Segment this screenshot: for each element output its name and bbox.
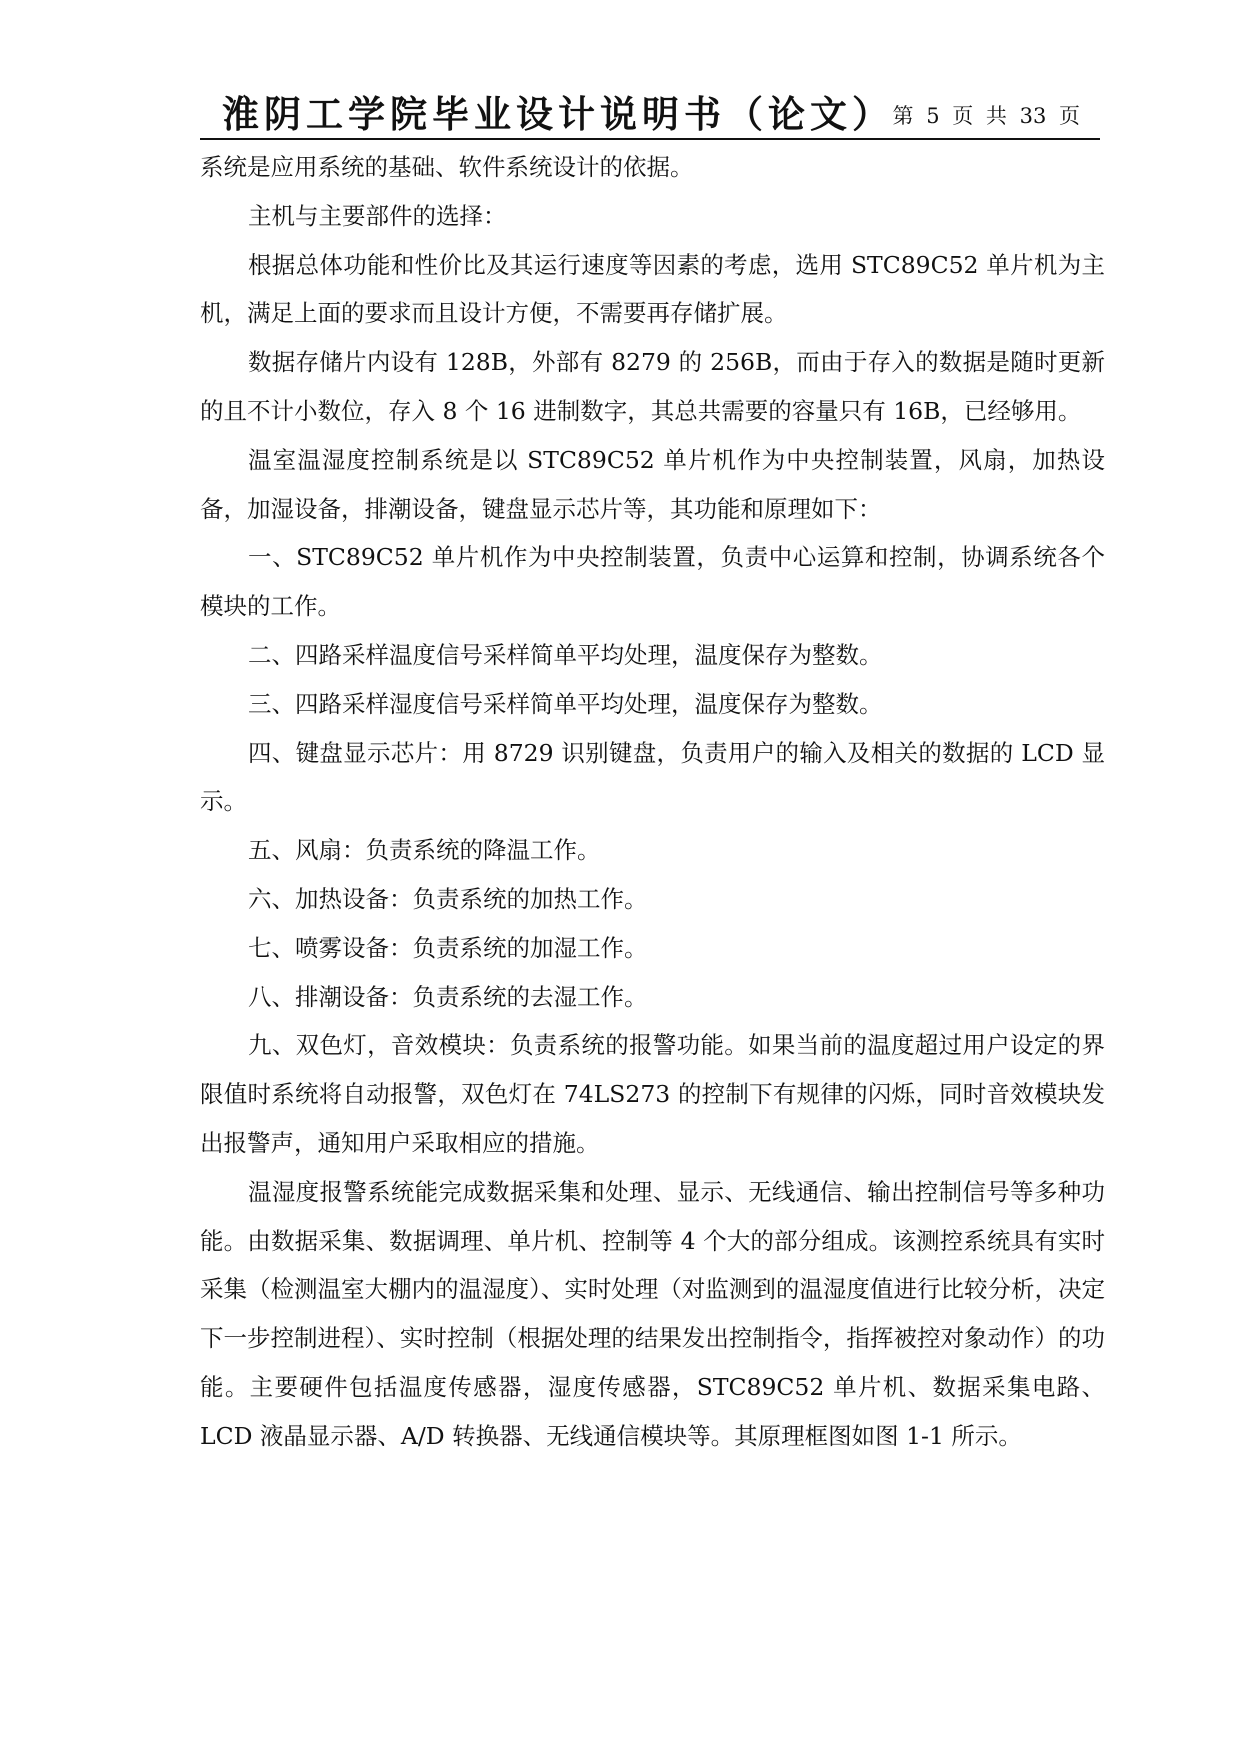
list-item: 六、加热设备：负责系统的加热工作。 (248, 884, 648, 913)
body-text (200, 143, 1105, 1461)
list-item: 七、喷雾设备：负责系统的加湿工作。 (248, 933, 648, 962)
list-item: 九、双色灯，音效模块：负责系统的报警功能。如果当前的温度超过用户设定的界限值时系统将自动报警，双色灯在 74LS273 的控制下有规律的闪烁，同时音效模块发出报警声，通知用户采取相应的措施。 (200, 1031, 1105, 1157)
list-item: 八、排潮设备：负责系统的去湿工作。 (248, 982, 648, 1011)
page-header (200, 84, 1100, 140)
header-divider (200, 138, 1100, 140)
paragraph: 数据存储片内设有 128B，外部有 8279 的 256B，而由于存入的数据是随时更新的且不计小数位，存入 8 个 16 进制数字，其总共需要的容量只有 16B，已经够用。 (200, 348, 1105, 425)
paragraph: 根据总体功能和性价比及其运行速度等因素的考虑，选用 STC89C52 单片机为主机，满足上面的要求而且设计方便，不需要再存储扩展。 (200, 250, 1105, 328)
list-item: 一、STC89C52 单片机作为中央控制装置，负责中心运算和控制，协调系统各个模块的工作。 (200, 543, 1105, 621)
paragraph: 温湿度报警系统能完成数据采集和处理、显示、无线通信、输出控制信号等多种功能。由数据采集、数据调理、单片机、控制等 4 个大的部分组成。该测控系统具有实时采集（检测温室大棚内的温湿度）、实时处理（对监测到的温湿度值进行比较分析，决定下一步控制进程）、实时控制（根据处理的结果发出控制指令，指挥被控对象动作）的功能。主要硬件包括温度传感器，湿度传感器，STC89C52 单片机、数据采集电路、LCD 液晶显示器、A/D 转换器、无线通信模块等。其原理框图如图 1-1 所示。 (200, 1177, 1105, 1450)
list-item: 三、四路采样湿度信号采样简单平均处理，温度保存为整数。 (248, 689, 883, 718)
paragraph: 温室温湿度控制系统是以 STC89C52 单片机作为中央控制装置，风扇，加热设备，加湿设备，排潮设备，键盘显示芯片等，其功能和原理如下： (200, 445, 1105, 523)
list-item: 二、四路采样温度信号采样简单平均处理，温度保存为整数。 (248, 640, 883, 669)
document-title: 淮阴工学院毕业设计说明书（论文） (222, 92, 894, 136)
paragraph: 主机与主要部件的选择： (248, 201, 507, 230)
paragraph: 系统是应用系统的基础、软件系统设计的依据。 (200, 153, 694, 181)
list-item: 四、键盘显示芯片：用 8729 识别键盘，负责用户的输入及相关的数据的 LCD 显示。 (200, 738, 1105, 816)
page-number: 第 5 页 共 33 页 (892, 104, 1080, 128)
list-item: 五、风扇：负责系统的降温工作。 (248, 836, 601, 865)
